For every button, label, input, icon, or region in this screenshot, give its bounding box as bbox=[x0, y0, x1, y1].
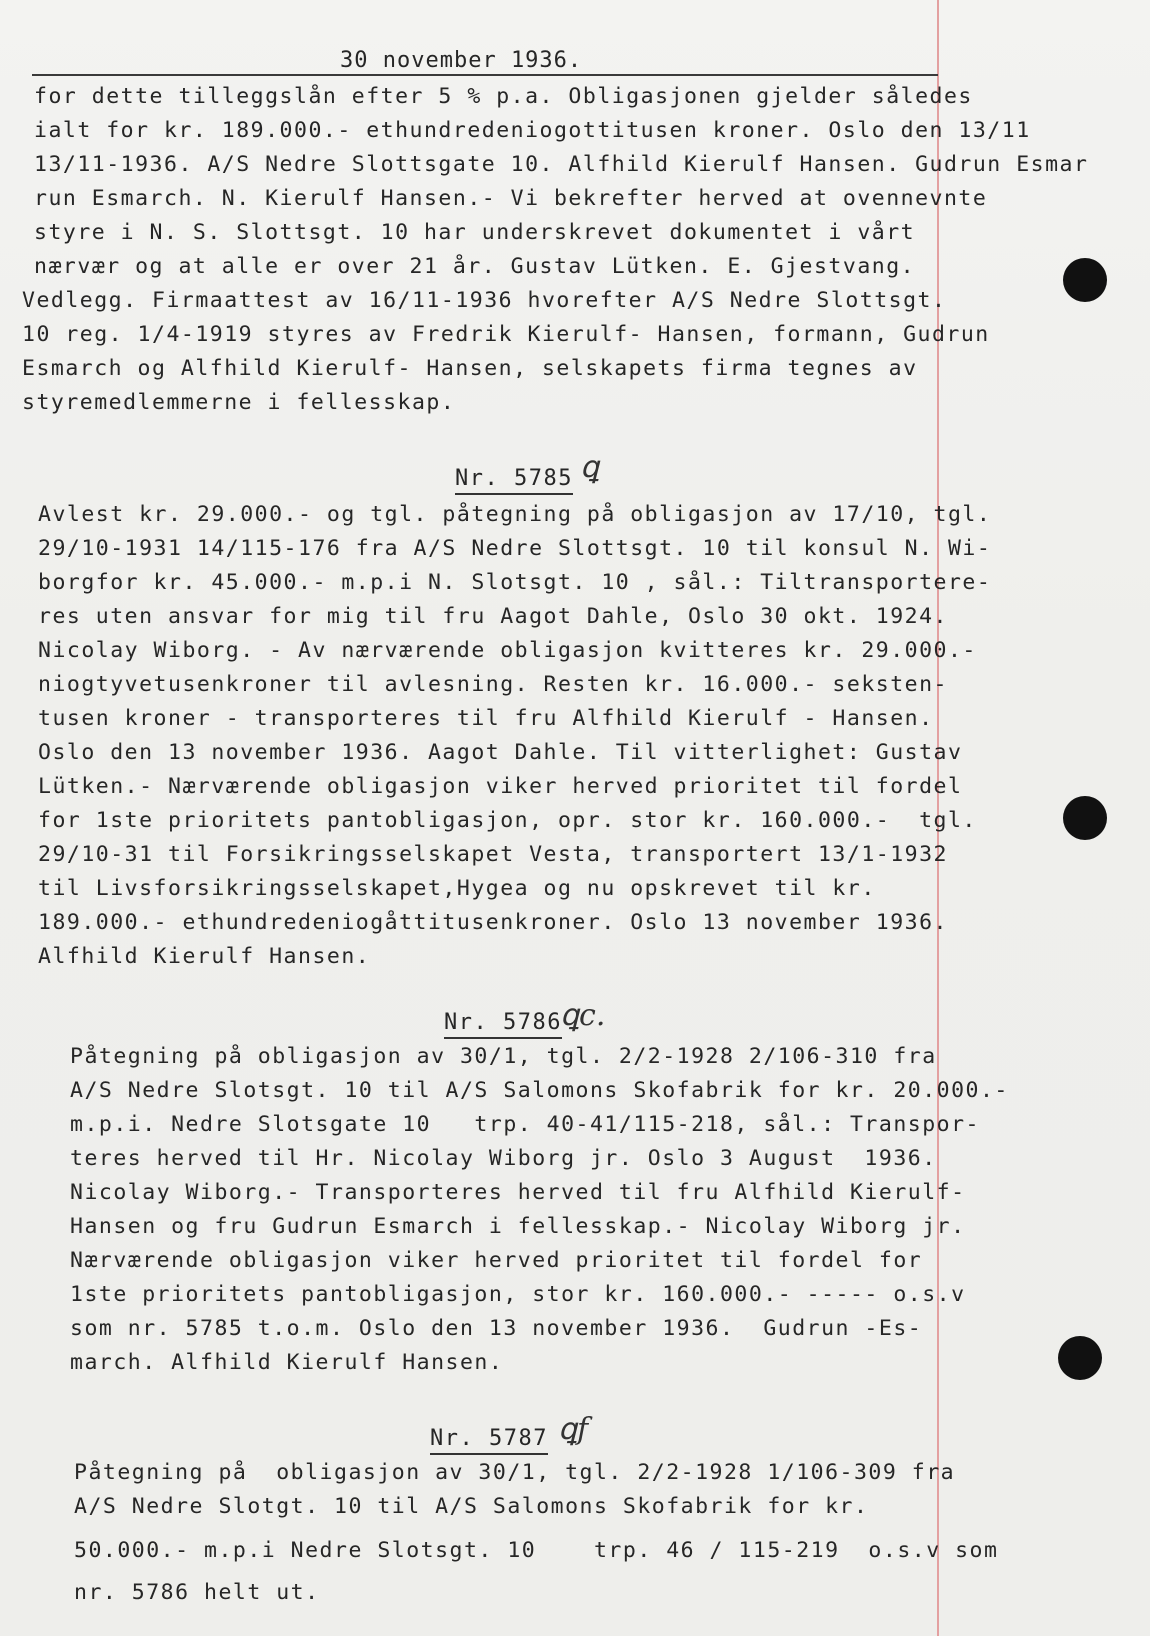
entry-line: Lütken.- Nærværende obligasjon viker herved prioritet til fordel bbox=[38, 774, 963, 799]
handwritten-mark: ꝗf bbox=[558, 1412, 589, 1447]
entry-line: Nicolay Wiborg.- Transporteres herved til fru Alfhild Kierulf- bbox=[70, 1180, 966, 1205]
entry-line: Nicolay Wiborg. - Av nærværende obligasjon kvitteres kr. 29.000.- bbox=[38, 638, 977, 663]
intro-line: ialt for kr. 189.000.- ethundredeniogottitusen kroner. Oslo den 13/11 bbox=[34, 118, 1031, 143]
entry-line: som nr. 5785 t.o.m. Oslo den 13 november 1936. Gudrun -Es- bbox=[70, 1316, 923, 1341]
intro-line: nærvær og at alle er over 21 år. Gustav Lütken. E. Gjestvang. bbox=[34, 254, 916, 279]
entry-title: Nr. 5786 bbox=[444, 1010, 562, 1035]
handwritten-mark: ꝗc. bbox=[560, 998, 606, 1033]
intro-line: for dette tilleggslån efter 5 % p.a. Obligasjonen gjelder således bbox=[34, 84, 973, 109]
intro-line: styre i N. S. Slottsgt. 10 har underskrevet dokumentet i vårt bbox=[34, 220, 916, 245]
intro-line: 13/11-1936. A/S Nedre Slottsgate 10. Alfhild Kierulf Hansen. Gudrun Esmar bbox=[34, 152, 1089, 177]
intro-line: run Esmarch. N. Kierulf Hansen.- Vi bekrefter herved at ovennevnte bbox=[34, 186, 988, 211]
punch-hole bbox=[1063, 796, 1107, 840]
entry-line: A/S Nedre Slotgt. 10 til A/S Salomons Skofabrik for kr. bbox=[74, 1494, 869, 1519]
entry-line: A/S Nedre Slotsgt. 10 til A/S Salomons Skofabrik for kr. 20.000.- bbox=[70, 1078, 1009, 1103]
entry-line: m.p.i. Nedre Slotsgate 10 trp. 40-41/115-218, sål.: Transpor- bbox=[70, 1112, 980, 1137]
entry-line: Avlest kr. 29.000.- og tgl. påtegning på obligasjon av 17/10, tgl. bbox=[38, 502, 992, 527]
intro-line: styremedlemmerne i fellesskap. bbox=[22, 390, 456, 415]
intro-line: 10 reg. 1/4-1919 styres av Fredrik Kierulf- Hansen, formann, Gudrun bbox=[22, 322, 990, 347]
entry-title: Nr. 5785 bbox=[455, 466, 573, 491]
entry-line: res uten ansvar for mig til fru Aagot Dahle, Oslo 30 okt. 1924. bbox=[38, 604, 948, 629]
entry-line: niogtyvetusenkroner til avlesning. Resten kr. 16.000.- seksten- bbox=[38, 672, 948, 697]
entry-line: Hansen og fru Gudrun Esmarch i fellesskap.- Nicolay Wiborg jr. bbox=[70, 1214, 966, 1239]
entry-title: Nr. 5787 bbox=[430, 1426, 548, 1451]
entry-line: Påtegning på obligasjon av 30/1, tgl. 2/2-1928 2/106-310 fra bbox=[70, 1044, 937, 1069]
intro-line: Esmarch og Alfhild Kierulf- Hansen, selskapets firma tegnes av bbox=[22, 356, 918, 381]
entry-line: nr. 5786 helt ut. bbox=[74, 1580, 320, 1605]
entry-line: Alfhild Kierulf Hansen. bbox=[38, 944, 371, 969]
punch-hole bbox=[1058, 1336, 1102, 1380]
entry-line: 29/10-1931 14/115-176 fra A/S Nedre Slottsgt. 10 til konsul N. Wi- bbox=[38, 536, 992, 561]
page-date-header: 30 november 1936. bbox=[340, 48, 583, 73]
entry-line: Oslo den 13 november 1936. Aagot Dahle. Til vitterlighet: Gustav bbox=[38, 740, 963, 765]
entry-line: for 1ste prioritets pantobligasjon, opr. stor kr. 160.000.- tgl. bbox=[38, 808, 977, 833]
entry-line: borgfor kr. 45.000.- m.p.i N. Slotsgt. 10 , sål.: Tiltransportere- bbox=[38, 570, 992, 595]
entry-line: 29/10-31 til Forsikringsselskapet Vesta, transportert 13/1-1932 bbox=[38, 842, 948, 867]
handwritten-mark: ꝗ bbox=[580, 450, 600, 485]
header-rule bbox=[32, 74, 938, 76]
entry-line: 1ste prioritets pantobligasjon, stor kr. 160.000.- ----- o.s.v bbox=[70, 1282, 966, 1307]
entry-line: 189.000.- ethundredeniogåttitusenkroner. Oslo 13 november 1936. bbox=[38, 910, 948, 935]
entry-line: march. Alfhild Kierulf Hansen. bbox=[70, 1350, 504, 1375]
entry-line: Påtegning på obligasjon av 30/1, tgl. 2/2-1928 1/106-309 fra bbox=[74, 1460, 956, 1485]
entry-line: til Livsforsikringsselskapet,Hygea og nu opskrevet til kr. bbox=[38, 876, 876, 901]
intro-line: Vedlegg. Firmaattest av 16/11-1936 hvorefter A/S Nedre Slottsgt. bbox=[22, 288, 947, 313]
entry-line: tusen kroner - transporteres til fru Alfhild Kierulf - Hansen. bbox=[38, 706, 934, 731]
entry-line: Nærværende obligasjon viker herved prioritet til fordel for bbox=[70, 1248, 923, 1273]
entry-line: 50.000.- m.p.i Nedre Slotsgt. 10 trp. 46 / 115-219 o.s.v som bbox=[74, 1538, 999, 1563]
entry-line: teres herved til Hr. Nicolay Wiborg jr. Oslo 3 August 1936. bbox=[70, 1146, 937, 1171]
punch-hole bbox=[1063, 258, 1107, 302]
